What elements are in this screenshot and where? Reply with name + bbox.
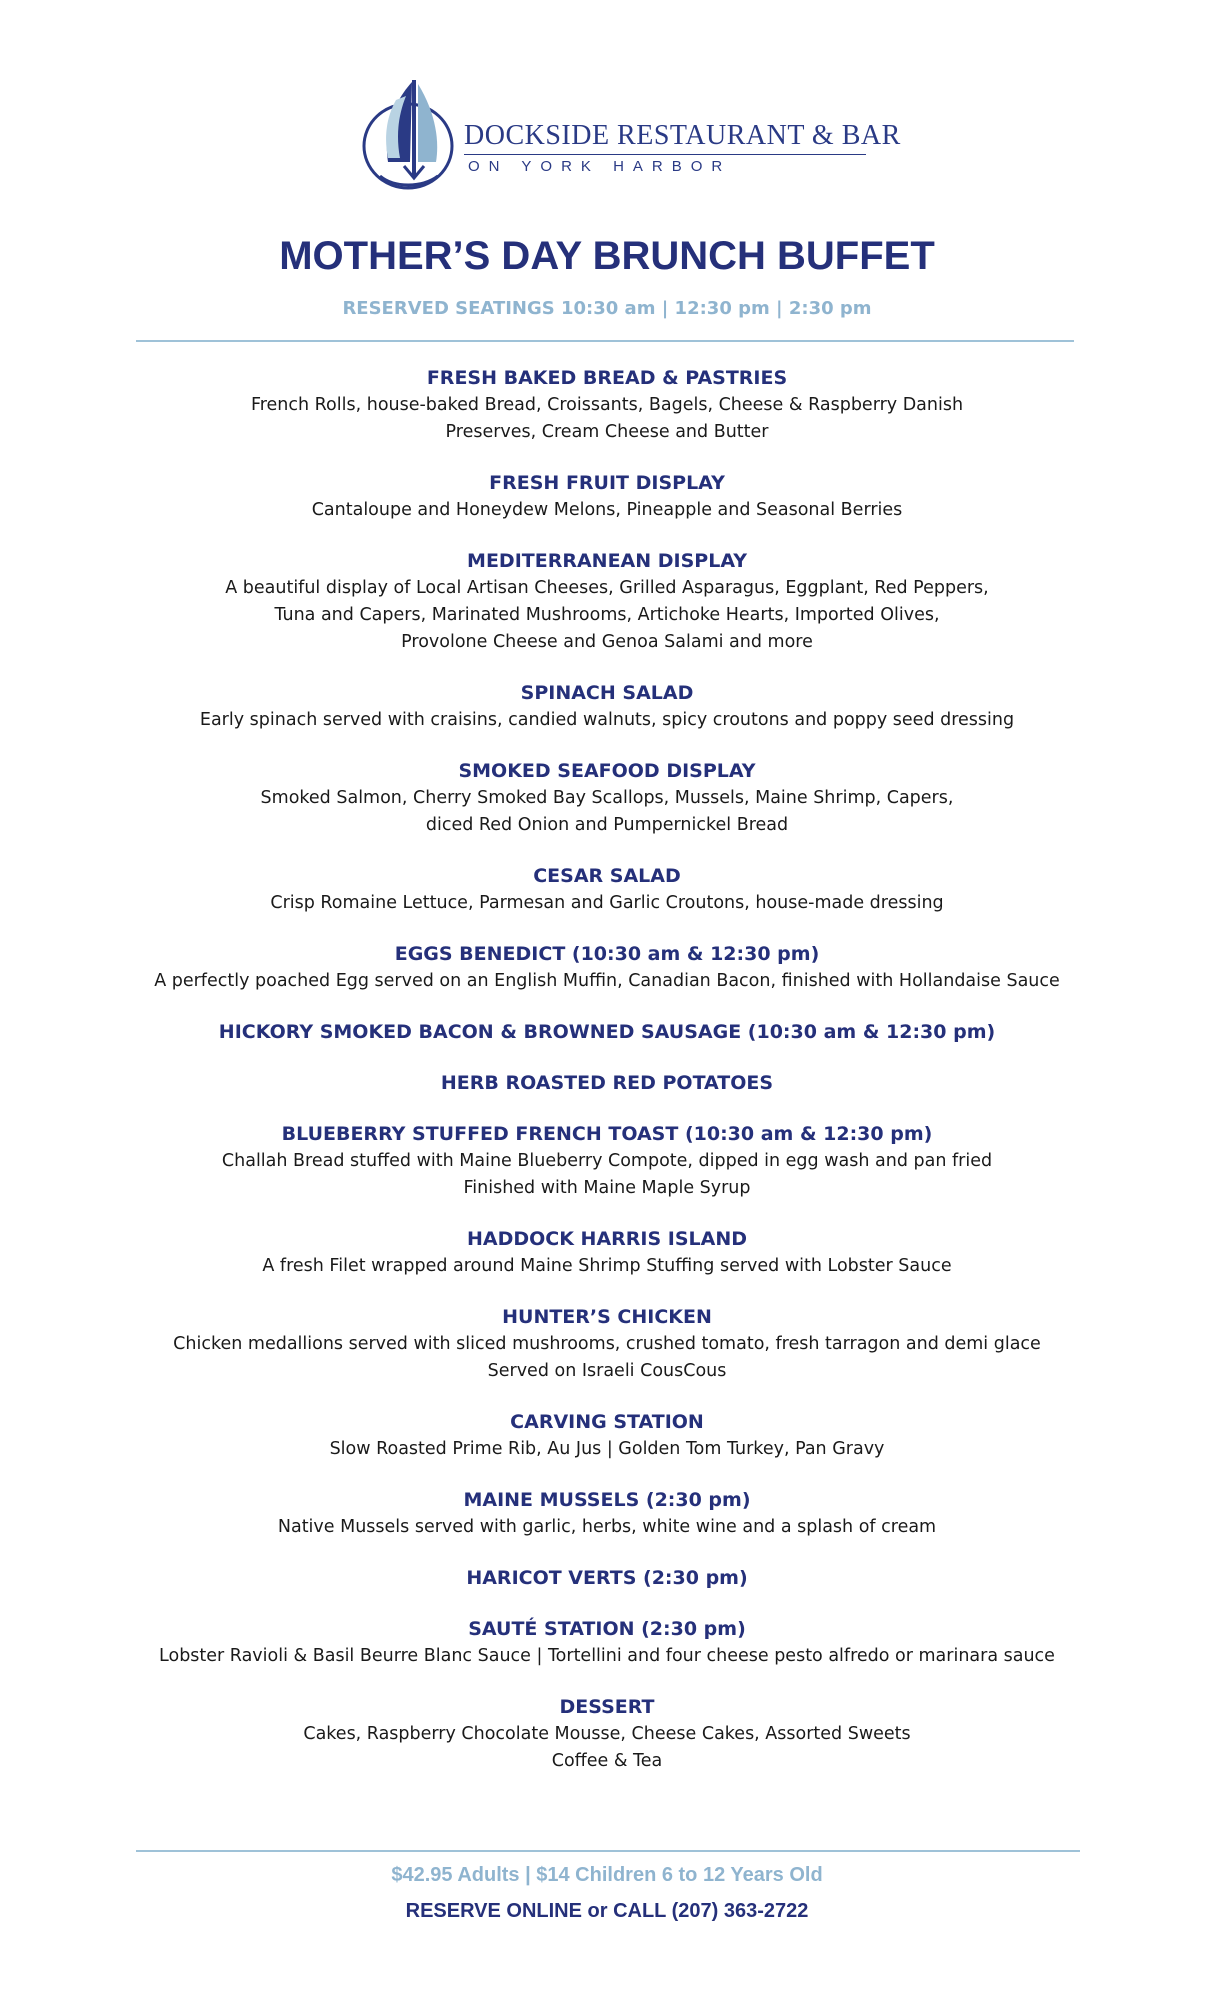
menu-item-title: SMOKED SEAFOOD DISPLAY (458, 760, 756, 782)
menu-item-description: Chicken medallions served with sliced mushrooms, crushed tomato, fresh tarragon and demi glace (173, 1334, 1041, 1354)
menu-item-description: A perfectly poached Egg served on an English Muffin, Canadian Bacon, finished with Hollandaise Sauce (154, 971, 1060, 991)
brand-subtitle: ON YORK HARBOR (468, 158, 732, 175)
menu-item-title: HERB ROASTED RED POTATOES (440, 1072, 774, 1094)
restaurant-logo (360, 66, 901, 196)
menu-item-title: DESSERT (559, 1696, 655, 1718)
menu-item (0, 469, 1214, 524)
menu-item-title: HADDOCK HARRIS ISLAND (466, 1228, 748, 1250)
menu-item-title: BLUEBERRY STUFFED FRENCH TOAST (10:30 am & 12:30 pm) (281, 1123, 933, 1145)
menu-item (0, 862, 1214, 917)
menu-item-description: A beautiful display of Local Artisan Cheeses, Grilled Asparagus, Eggplant, Red Peppers, (225, 578, 989, 598)
menu-item-description: Served on Israeli CousCous (487, 1361, 727, 1381)
menu-item (0, 1069, 1214, 1097)
menu-item-title: EGGS BENEDICT (10:30 am & 12:30 pm) (394, 943, 820, 965)
menu-item-description: Finished with Maine Maple Syrup (463, 1178, 751, 1198)
menu-item (0, 1225, 1214, 1280)
brand-name: DOCKSIDE RESTAURANT & BAR (464, 120, 901, 151)
menu-item (0, 1408, 1214, 1463)
menu-item (0, 547, 1214, 656)
menu-item-description: Tuna and Capers, Marinated Mushrooms, Artichoke Hearts, Imported Olives, (274, 605, 940, 625)
menu-item-description: French Rolls, house-baked Bread, Croissants, Bagels, Cheese & Raspberry Danish (250, 395, 964, 415)
menu-item-description: Coffee & Tea (551, 1751, 663, 1771)
brand-divider (464, 154, 866, 155)
menu-item-title: HARICOT VERTS (2:30 pm) (466, 1567, 748, 1589)
menu-item-description: A fresh Filet wrapped around Maine Shrimp Stuffing served with Lobster Sauce (262, 1256, 952, 1276)
menu-item (0, 1303, 1214, 1385)
menu-item-title: FRESH FRUIT DISPLAY (489, 472, 725, 494)
menu-item-title: CESAR SALAD (533, 865, 681, 887)
reserved-seatings: RESERVED SEATINGS 10:30 am | 12:30 pm | 2:30 pm (342, 298, 872, 319)
menu-item-title: HICKORY SMOKED BACON & BROWNED SAUSAGE (10:30 am & 12:30 pm) (218, 1021, 996, 1043)
price-info: $42.95 Adults | $14 Children 6 to 12 Years Old (391, 1864, 823, 1886)
menu-item-title: FRESH BAKED BREAD & PASTRIES (426, 367, 788, 389)
menu-item-title: CARVING STATION (510, 1411, 704, 1433)
menu-item (0, 757, 1214, 839)
menu-item-title: SAUTÉ STATION (2:30 pm) (468, 1618, 746, 1640)
menu-item-description: Crisp Romaine Lettuce, Parmesan and Garlic Croutons, house-made dressing (270, 893, 944, 913)
menu-item (0, 679, 1214, 734)
menu-item (0, 1120, 1214, 1202)
menu-item-title: MEDITERRANEAN DISPLAY (467, 550, 747, 572)
top-divider (136, 340, 1074, 342)
menu-item-title: HUNTER’S CHICKEN (502, 1306, 712, 1328)
page-title: MOTHER’S DAY BRUNCH BUFFET (279, 234, 935, 278)
menu-item-title: MAINE MUSSELS (2:30 pm) (463, 1489, 751, 1511)
menu-item-description: Lobster Ravioli & Basil Beurre Blanc Sauce | Tortellini and four cheese pesto alfredo or marinara sauce (159, 1646, 1055, 1666)
menu-item-description: Early spinach served with craisins, candied walnuts, spicy croutons and poppy seed dressing (199, 710, 1015, 730)
menu-item-description: Challah Bread stuffed with Maine Blueberry Compote, dipped in egg wash and pan fried (221, 1151, 993, 1171)
menu-item-description: Cantaloupe and Honeydew Melons, Pineapple and Seasonal Berries (311, 500, 903, 520)
reserve-info: RESERVE ONLINE or CALL (207) 363-2722 (405, 1900, 809, 1922)
sailboat-logo-icon (360, 66, 460, 196)
menu-item-description: Cakes, Raspberry Chocolate Mousse, Cheese Cakes, Assorted Sweets (303, 1724, 911, 1744)
menu-item-description: Preserves, Cream Cheese and Butter (445, 422, 769, 442)
menu-item (0, 1564, 1214, 1592)
menu-item (0, 1693, 1214, 1775)
menu-item-title: SPINACH SALAD (520, 682, 694, 704)
menu-item-description: Smoked Salmon, Cherry Smoked Bay Scallops, Mussels, Maine Shrimp, Capers, (260, 788, 954, 808)
menu-item-description: Native Mussels served with garlic, herbs, white wine and a splash of cream (277, 1517, 937, 1537)
menu-item (0, 1615, 1214, 1670)
menu-item-description: Slow Roasted Prime Rib, Au Jus | Golden Tom Turkey, Pan Gravy (329, 1439, 885, 1459)
bottom-divider (136, 1850, 1080, 1852)
menu-item (0, 1486, 1214, 1541)
menu-item-description: Provolone Cheese and Genoa Salami and more (401, 632, 813, 652)
menu-item (0, 1018, 1214, 1046)
menu-list (0, 364, 1214, 1798)
menu-item-description: diced Red Onion and Pumpernickel Bread (425, 815, 789, 835)
menu-item (0, 364, 1214, 446)
menu-item (0, 940, 1214, 995)
